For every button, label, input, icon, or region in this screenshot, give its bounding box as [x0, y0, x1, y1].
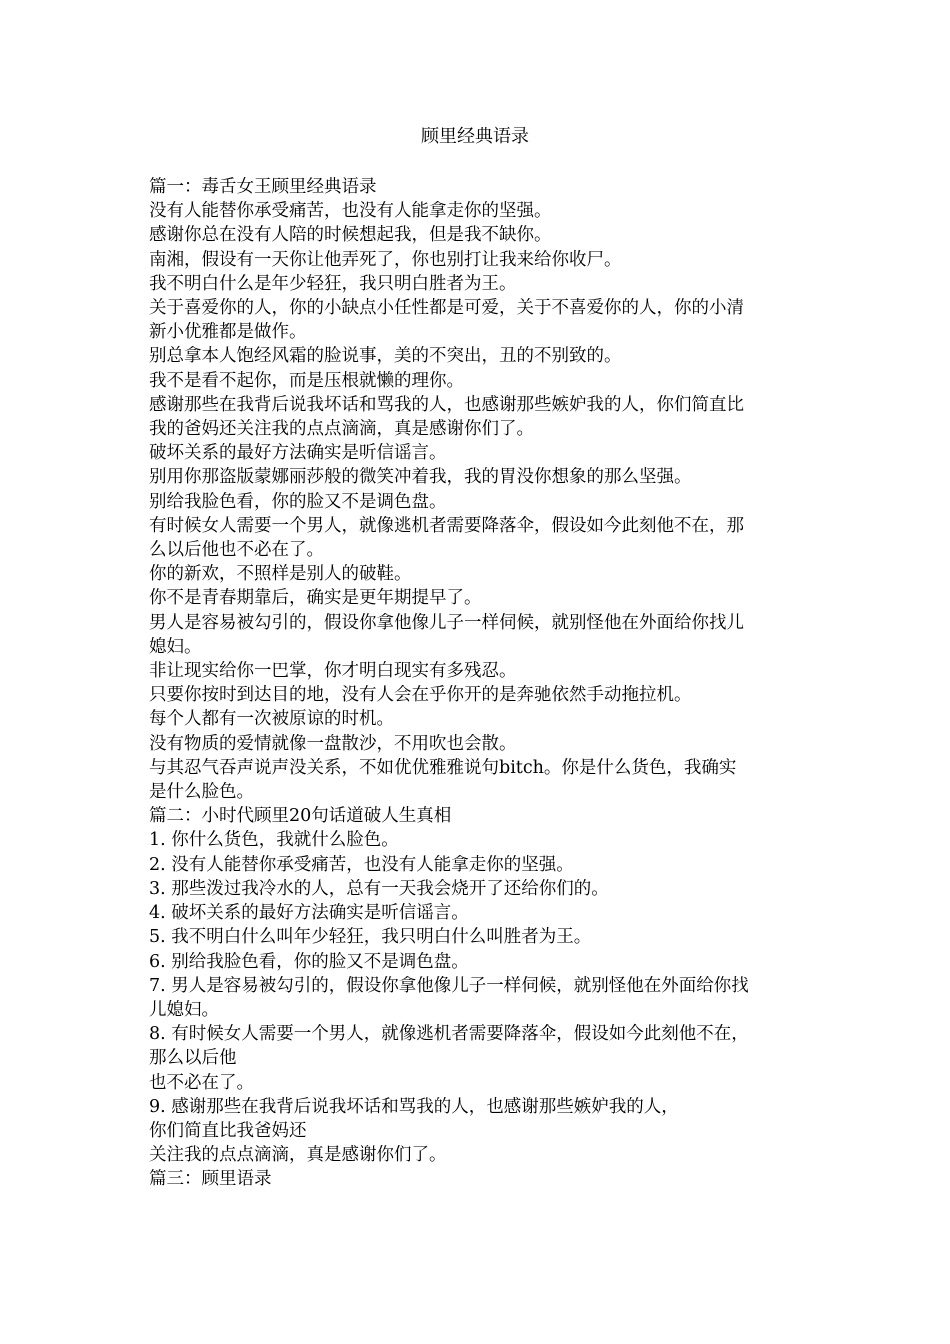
list-item: 7. 男人是容易被勾引的，假设你拿他像儿子一样伺候，就别怪他在外面给你找 [149, 975, 749, 996]
text-line: 没有物质的爱情就像一盘散沙，不用吹也会散。 [149, 733, 517, 754]
text-line: 我不是看不起你，而是压根就懒的理你。 [149, 370, 464, 391]
list-item: 那么以后他 [149, 1048, 237, 1069]
text-line: 我的爸妈还关注我的点点滴滴，真是感谢你们了。 [149, 419, 534, 440]
text-line: 没有人能替你承受痛苦，也没有人能拿走你的坚强。 [149, 201, 552, 222]
list-item: 你们简直比我爸妈还 [149, 1120, 307, 1141]
section-heading-1: 篇一：毒舌女王顾里经典语录 [149, 177, 377, 197]
list-item: 关注我的点点滴滴，真是感谢你们了。 [149, 1145, 447, 1166]
list-item: 8. 有时候女人需要一个男人，就像逃机者需要降落伞，假设如今此刻他不在， [149, 1024, 749, 1045]
list-item: 3. 那些泼过我冷水的人，总有一天我会烧开了还给你们的。 [149, 878, 609, 899]
list-item: 2. 没有人能替你承受痛苦，也没有人能拿走你的坚强。 [149, 854, 574, 875]
text-line: 南湘，假设有一天你让他弄死了，你也别打让我来给你收尸。 [149, 249, 622, 270]
text-line: 我不明白什么是年少轻狂，我只明白胜者为王。 [149, 273, 517, 294]
text-line: 别用你那盗版蒙娜丽莎般的微笑冲着我，我的胃没你想象的那么坚强。 [149, 467, 692, 488]
list-item: 5. 我不明白什么叫年少轻狂，我只明白什么叫胜者为王。 [149, 927, 592, 948]
text-line: 每个人都有一次被原谅的时机。 [149, 709, 394, 730]
list-item: 6. 别给我脸色看，你的脸又不是调色盘。 [149, 951, 469, 972]
section-heading-3: 篇三：顾里语录 [149, 1169, 272, 1190]
text-line: 与其忍气吞声说声没关系，不如优优雅雅说句bitch。你是什么货色，我确实 [149, 757, 737, 778]
text-line: 别总拿本人饱经风霜的脸说事，美的不突出，丑的不别致的。 [149, 346, 622, 367]
text-line: 别给我脸色看，你的脸又不是调色盘。 [149, 491, 447, 512]
section-heading-2: 篇二：小时代顾里20句话道破人生真相 [149, 806, 452, 827]
text-line: 男人是容易被勾引的，假设你拿他像儿子一样伺候，就别怪他在外面给你找儿 [149, 612, 744, 633]
list-item: 4. 破坏关系的最好方法确实是听信谣言。 [149, 903, 469, 924]
list-item: 儿媳妇。 [149, 999, 219, 1020]
document-title: 顾里经典语录 [421, 126, 529, 147]
list-item: 也不必在了。 [149, 1072, 254, 1093]
document-body [149, 175, 804, 1192]
text-line: 破坏关系的最好方法确实是听信谣言。 [149, 443, 447, 464]
text-line: 非让现实给你一巴掌，你才明白现实有多残忍。 [149, 661, 517, 682]
text-line: 感谢那些在我背后说我坏话和骂我的人，也感谢那些嫉妒我的人，你们简直比 [149, 394, 744, 415]
text-line: 感谢你总在没有人陪的时候想起我，但是我不缺你。 [149, 225, 552, 246]
text-line: 么以后他也不必在了。 [149, 540, 324, 561]
list-item: 1. 你什么货色，我就什么脸色。 [149, 830, 399, 851]
text-line: 关于喜爱你的人，你的小缺点小任性都是可爱，关于不喜爱你的人，你的小清 [149, 298, 744, 319]
text-line: 你的新欢，不照样是别人的破鞋。 [149, 564, 412, 585]
text-line: 有时候女人需要一个男人，就像逃机者需要降落伞，假设如今此刻他不在，那 [149, 515, 744, 536]
text-line: 是什么脸色。 [149, 782, 254, 803]
text-line: 你不是青春期靠后，确实是更年期提早了。 [149, 588, 482, 609]
list-item: 9. 感谢那些在我背后说我坏话和骂我的人，也感谢那些嫉妒我的人， [149, 1096, 679, 1117]
text-line: 媳妇。 [149, 636, 202, 657]
text-line: 只要你按时到达目的地，没有人会在乎你开的是奔驰依然手动拖拉机。 [149, 685, 692, 706]
text-line: 新小优雅都是做作。 [149, 322, 307, 343]
